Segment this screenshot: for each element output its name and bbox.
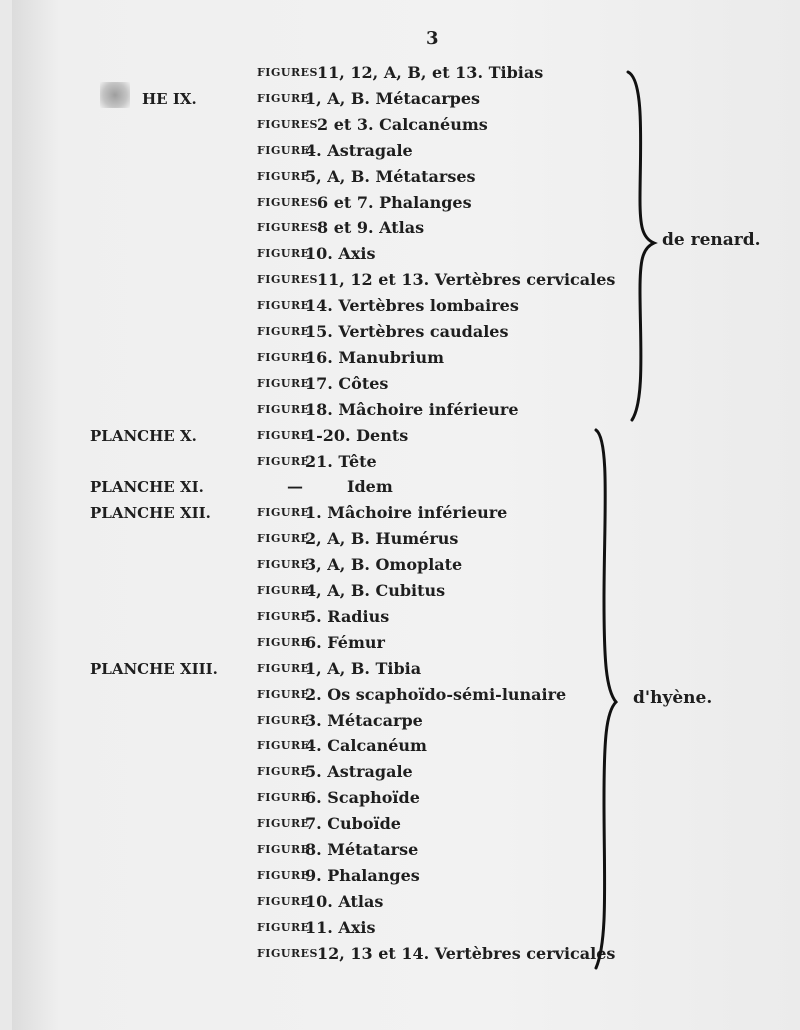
figure-description: 1. Mâchoire inférieure [305,503,508,523]
planche-label: HE IX. [142,89,197,108]
figure-description: 7. Cuboïde [305,814,401,834]
figure-label: FIGURES [257,66,318,79]
figure-label: FIGURE [257,454,310,468]
figure-description: 1-20. Dents [305,425,409,445]
figure-description: 4. Calcanéum [305,736,427,756]
figure-description: 3. Métacarpe [305,710,423,730]
figure-label: FIGURE [257,791,310,805]
group-label-hyene: d'hyène. [633,688,713,708]
planche-label: PLANCHE XI. [90,478,204,497]
figure-description: 6 et 7. Phalanges [317,192,472,212]
figure-label: FIGURE [257,894,310,908]
figure-description: 6. Scaphoïde [305,788,420,808]
figure-label: FIGURE [257,299,310,313]
figure-label: FIGURE [257,169,310,183]
figure-label: FIGURE [257,661,310,675]
figure-label: FIGURE [257,506,310,520]
figure-description: 11. Axis [305,917,376,937]
figure-label: FIGURE [257,687,310,701]
figure-description: 3, A, B. Omoplate [305,555,463,575]
figure-label: FIGURES [257,221,318,235]
figure-description: 4. Astragale [305,140,413,160]
figure-description: 1, A, B. Métacarpes [305,88,481,108]
figure-label: FIGURE [257,765,310,779]
figure-label: FIGURE [257,376,310,390]
figure-description: 11, 12, A, B, et 13. Tibias [317,63,544,82]
group-label-renard: de renard. [662,230,761,250]
figure-description: Idem [347,477,393,497]
figure-label: FIGURE [257,739,310,753]
figure-description: 18. Mâchoire inférieure [305,399,519,419]
figure-label: FIGURE [257,325,310,338]
figure-description: 8. Métatarse [305,840,419,859]
figure-description: 5. Astragale [305,762,413,782]
figure-description: 4, A, B. Cubitus [305,581,446,600]
figure-label: FIGURES [257,195,318,209]
figure-label: FIGURE [257,713,310,727]
figure-label: FIGURE [257,920,310,934]
planche-label: PLANCHE XII. [90,504,211,523]
figure-label: FIGURES [257,117,318,131]
planche-label: PLANCHE XIII. [90,659,218,678]
figure-label: FIGURE [257,609,310,623]
figure-description: 2 et 3. Calcanéums [317,114,488,134]
figure-label: FIGURE [257,143,310,157]
figure-label: FIGURE [257,843,310,856]
page-number: 3 [426,28,439,49]
figure-label: FIGURE [257,247,310,261]
figure-label: FIGURE [257,91,310,105]
figure-label: FIGURE [257,558,310,572]
figure-description: 5. Radius [305,606,390,626]
figure-description: 14. Vertèbres lombaires [305,296,519,316]
figure-label: FIGURE [257,428,310,442]
figure-description: 21. Tête [305,451,377,471]
figure-label: FIGURE [257,817,310,831]
brace-hyene [596,430,616,968]
figure-description: 10. Atlas [305,891,384,911]
figure-description: 15. Vertèbres caudales [305,322,509,341]
figure-label: — [287,477,304,497]
planche-label: PLANCHE X. [90,426,197,445]
figure-description: 5, A, B. Métatarses [305,166,476,186]
brace-renard [628,72,654,420]
figure-label: FIGURE [257,402,310,416]
figure-description: 12, 13 et 14. Vertèbres cervicales [317,943,616,963]
figure-description: 10. Axis [305,244,376,264]
figure-description: 2. Os scaphoïdo-sémi-lunaire [305,684,567,704]
figure-label: FIGURE [257,635,310,649]
figure-description: 17. Côtes [305,373,389,393]
figure-description: 1, A, B. Tibia [305,658,422,678]
figure-description: 11, 12 et 13. Vertèbres cervicales [317,270,616,290]
figure-label: FIGURE [257,584,310,597]
figure-description: 16. Manubrium [305,347,445,367]
figure-description: 9. Phalanges [305,865,420,885]
figure-description: 6. Fémur [305,632,385,652]
figure-label: FIGURE [257,350,310,364]
figure-label: FIGURE [257,868,310,882]
figure-label: FIGURE [257,532,310,546]
figure-description: 2, A, B. Humérus [305,529,459,549]
figure-label: FIGURES [257,273,318,287]
figure-description: 8 et 9. Atlas [317,218,425,238]
figure-label: FIGURES [257,946,318,960]
